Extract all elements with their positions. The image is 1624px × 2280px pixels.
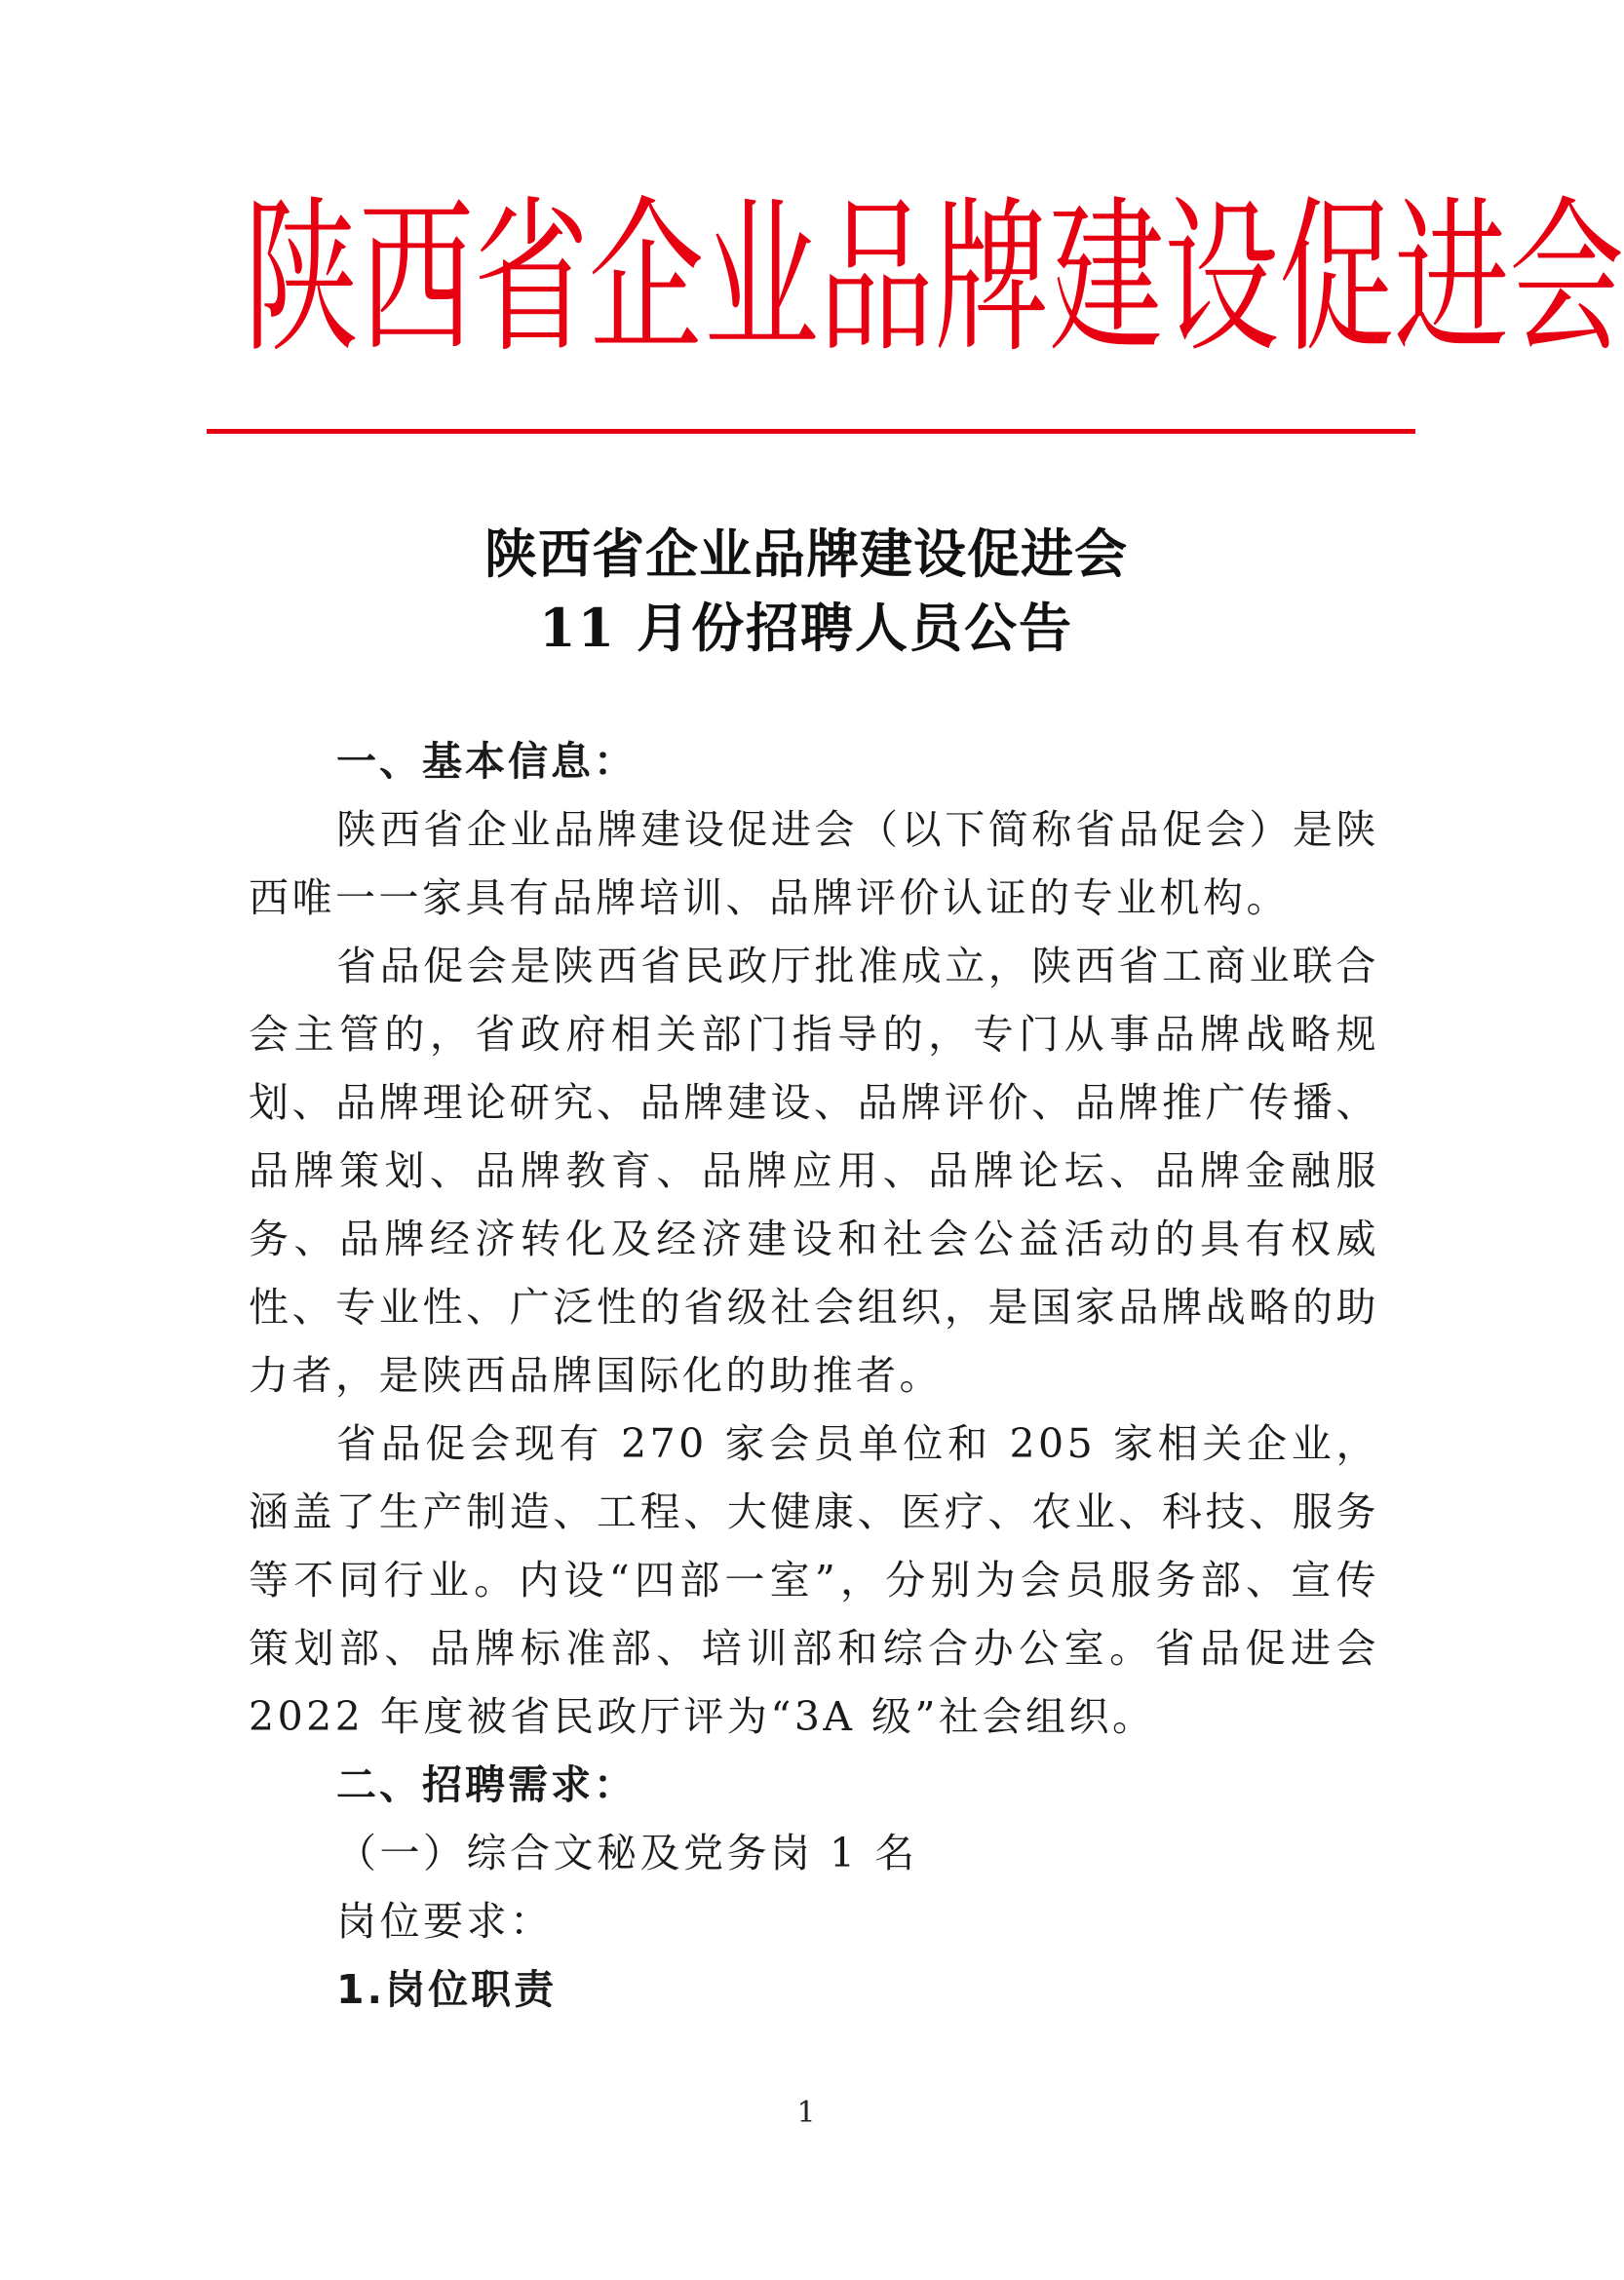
requirements-label: 岗位要求： — [336, 1898, 554, 1945]
section-heading-recruitment: 二、招聘需求： — [336, 1761, 637, 1808]
masthead-char: 设 — [1164, 179, 1280, 376]
letterhead-divider — [207, 429, 1415, 434]
position-item: （一）综合文秘及党务岗 1 名 — [336, 1830, 918, 1876]
masthead-char: 会 — [1509, 179, 1624, 376]
document-body — [249, 727, 1379, 2024]
masthead-char: 企 — [589, 179, 705, 376]
section-heading-basic-info: 一、基本信息： — [336, 738, 637, 785]
masthead-char: 进 — [1394, 179, 1510, 376]
document-title — [0, 517, 1612, 665]
page-number: 1 — [796, 2096, 816, 2130]
title-line-1: 陕西省企业品牌建设促进会 — [484, 522, 1128, 585]
masthead-char: 西 — [359, 179, 475, 376]
paragraph-members: 省品促会现有 270 家会员单位和 205 家相关企业，涵盖了生产制造、工程、大健康、医疗、农业、科技、服务等不同行业。内设“四部一室”，分别为会员服务部、宣传策划部、品牌标准部、培训部和综合办公室。省品促进会 2022 年度被省民政厅评为“3A 级”社会组织。 — [249, 1420, 1379, 1740]
masthead-char: 建 — [1049, 179, 1165, 376]
masthead-char: 省 — [474, 179, 590, 376]
masthead-char: 陕 — [244, 179, 360, 376]
masthead-char: 促 — [1279, 179, 1395, 376]
masthead-char: 牌 — [934, 179, 1050, 376]
paragraph-organization: 省品促会是陕西省民政厅批准成立，陕西省工商业联合会主管的，省政府相关部门指导的，专门从事品牌战略规划、品牌理论研究、品牌建设、品牌评价、品牌推广传播、品牌策划、品牌教育、品牌应用、品牌论坛、品牌金融服务、品牌经济转化及经济建设和社会公益活动的具有权威性、专业性、广泛性的省级社会组织，是国家品牌战略的助力者，是陕西品牌国际化的助推者。 — [249, 943, 1379, 1399]
paragraph-intro: 陕西省企业品牌建设促进会（以下简称省品促会）是陕西唯一一家具有品牌培训、品牌评价认证的专业机构。 — [249, 806, 1379, 921]
masthead-char: 业 — [704, 179, 820, 376]
duty-heading: 1.岗位职责 — [336, 1966, 558, 2013]
letterhead-masthead — [244, 179, 1624, 376]
masthead-char: 品 — [819, 179, 935, 376]
title-line-2: 11 月份招聘人员公告 — [539, 597, 1073, 659]
